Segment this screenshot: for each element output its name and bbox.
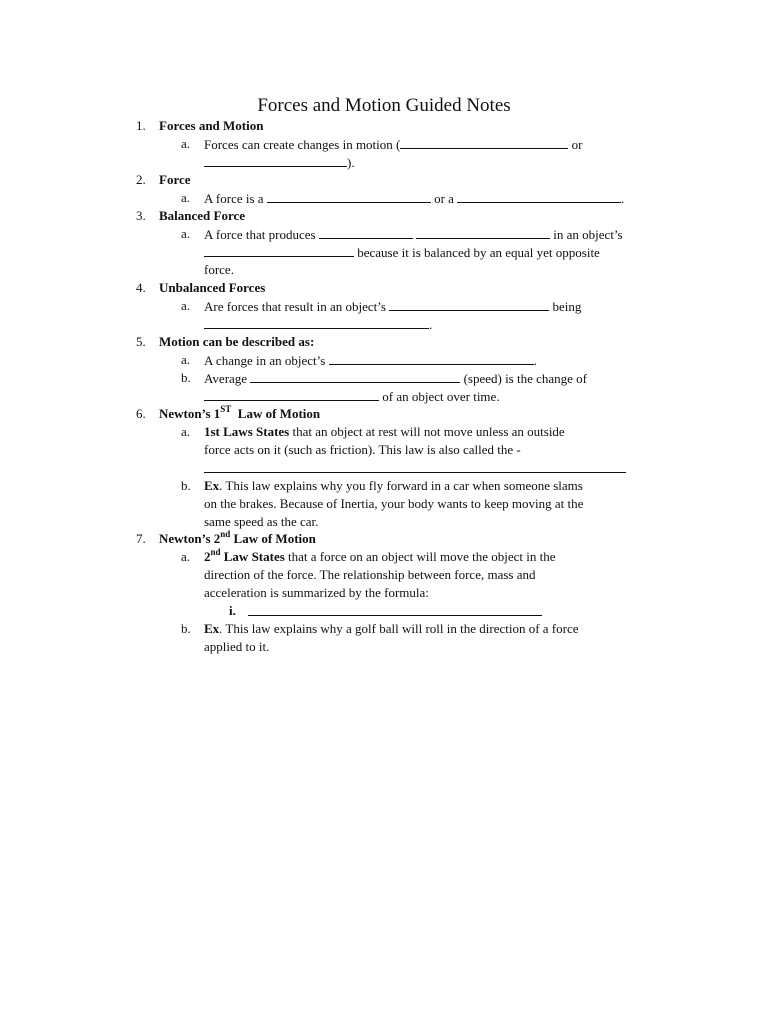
note-text: applied to it. [204,639,270,654]
item-number: 3. [136,208,146,223]
note-line [204,225,623,243]
note-text: in an object’s [550,227,623,242]
sub-item-label: b. [181,370,191,385]
fill-in-blank[interactable] [267,189,431,203]
note-bold-text: Ex [204,621,220,636]
section-heading: Unbalanced Forces [159,280,266,295]
note-text: that a force on an object will move the object in the [284,549,556,564]
note-text: (speed) is the change of [460,371,588,386]
note-line [204,297,581,315]
fill-in-blank[interactable] [457,189,621,203]
note-bold-text [204,546,285,564]
item-number: 7. [136,531,146,546]
fill-in-blank[interactable] [416,225,550,239]
roman-sub-label: i. [229,603,236,618]
note-line [248,602,542,620]
fill-in-blank[interactable] [329,351,534,365]
note-text: . This law explains why a golf ball will roll in the direction of a force [219,621,579,636]
note-text: that an object at rest will not move unless an outside [289,424,565,439]
note-text: direction of the force. The relationship between force, mass and [204,567,536,582]
note-text: on the brakes. Because of Inertia, your body wants to keep moving at the [204,496,584,511]
heading-text: Law of Motion [231,406,321,421]
note-text: . [533,353,537,368]
note-line [204,315,432,333]
heading-superscript: nd [220,528,231,539]
section-heading: Force [159,172,191,187]
sub-item-label: b. [181,621,191,636]
note-text: because it is balanced by an equal yet opposite [354,245,600,260]
fill-in-blank[interactable] [204,387,379,401]
note-line [204,243,600,261]
sub-item-label: a. [181,136,191,151]
item-number: 4. [136,280,146,295]
note-line [204,369,587,387]
note-line [204,189,624,207]
item-number: 6. [136,406,146,421]
heading-superscript: ST [220,403,232,414]
note-text: or [568,137,583,152]
note-text: same speed as the car. [204,514,319,529]
heading-text: Law of Motion [230,531,316,546]
sub-item-label: a. [181,424,191,439]
section-heading [159,405,320,423]
note-line [204,620,579,638]
fill-in-blank[interactable] [204,243,354,257]
bold-text: 2 [204,549,211,564]
note-bold-text: 1st Laws States [204,424,290,439]
sub-item-label: a. [181,549,191,564]
note-text: Forces can create changes in motion ( [204,137,401,152]
section-heading: Balanced Force [159,208,246,223]
sub-item-label: a. [181,352,191,367]
heading-text: Newton’s 1 [159,406,221,421]
fill-in-blank[interactable] [204,153,347,167]
bold-superscript: nd [210,546,221,557]
note-text: of an object over time. [379,389,500,404]
note-text: force acts on it (such as friction). This law is also called the - [204,442,521,457]
note-line [204,387,500,405]
section-heading: Forces and Motion [159,118,264,133]
note-line [204,153,355,171]
item-number: 1. [136,118,146,133]
note-text: . [621,191,625,206]
note-text: Are forces that result in an object’s [204,299,390,314]
bold-text: Law States [220,549,285,564]
sub-item-label: a. [181,226,191,241]
note-text: Average [204,371,251,386]
note-text: A force that produces [204,227,319,242]
fill-in-blank[interactable] [319,225,413,239]
sub-item-label: a. [181,298,191,313]
sub-item-label: b. [181,478,191,493]
item-number: 2. [136,172,146,187]
note-line [204,548,556,566]
note-text: A change in an object’s [204,353,329,368]
note-text: force. [204,262,234,277]
fill-in-blank[interactable] [248,602,542,616]
fill-in-blank[interactable] [400,135,568,149]
fill-in-blank[interactable] [204,315,429,329]
note-bold-text: Ex [204,478,220,493]
section-heading: Motion can be described as: [159,334,315,349]
note-text: . [429,317,433,332]
note-text: . This law explains why you fly forward in a car when someone slams [219,478,583,493]
sub-item-label: a. [181,190,191,205]
item-number: 5. [136,334,146,349]
note-line [204,459,626,477]
note-text: or a [430,191,458,206]
note-text: A force is a [204,191,267,206]
fill-in-blank[interactable] [389,297,549,311]
note-text: ). [347,155,355,170]
fill-in-blank[interactable] [250,369,460,383]
page-title: Forces and Motion Guided Notes [257,95,511,116]
note-line [204,477,583,495]
note-text: acceleration is summarized by the formula: [204,585,429,600]
note-text: being [549,299,582,314]
note-line [204,351,537,369]
section-heading [159,530,316,548]
note-line [204,135,582,153]
note-line [204,423,565,441]
fill-in-blank[interactable] [204,459,626,473]
heading-text: Newton’s 2 [159,531,221,546]
